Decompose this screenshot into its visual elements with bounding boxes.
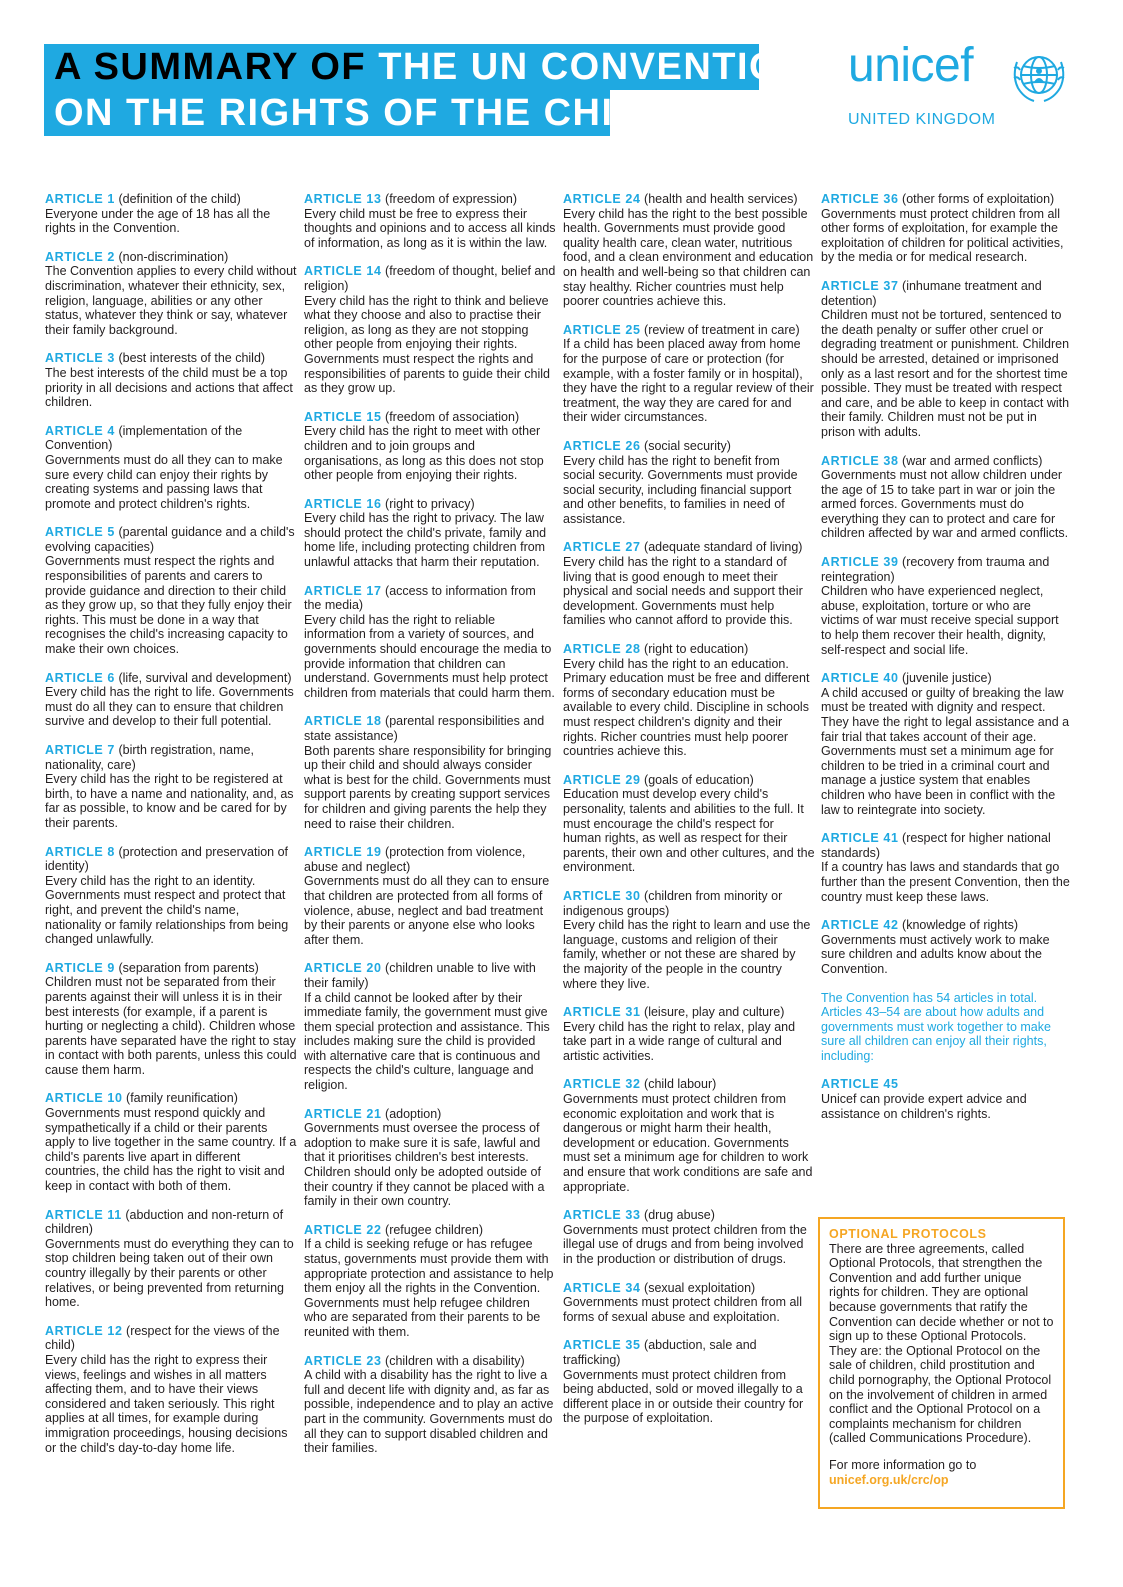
article-number: ARTICLE 39	[821, 555, 899, 570]
article-body: Governments must actively work to make sure children and adults know about the Convention.	[821, 932, 1050, 976]
article-heading	[563, 192, 815, 207]
title-black-part: A SUMMARY OF	[54, 46, 367, 88]
article-subtitle: (right to education)	[644, 642, 749, 657]
article-item	[821, 279, 1071, 440]
article-heading	[821, 1077, 1071, 1092]
article-number: ARTICLE 3	[45, 351, 115, 366]
article-body: Unicef can provide expert advice and assistance on children's rights.	[821, 1092, 1027, 1121]
article-body: A child accused or guilty of breaking the law must be treated with dignity and respect. They have the right to legal assistance and a fair trial that takes account of their age. Governments must set a minimum age for children to be tried in a criminal court and manage a justice system that enables children who have been in conflict with the law to reintegrate into society.	[821, 685, 1070, 817]
article-number: ARTICLE 14	[304, 264, 382, 279]
article-subtitle: (life, survival and development)	[118, 670, 292, 685]
article-item	[45, 671, 297, 729]
article-item	[304, 497, 556, 570]
unicef-emblem-icon	[1008, 44, 1070, 106]
article-item	[563, 1005, 815, 1063]
article-subtitle: (best interests of the child)	[118, 351, 266, 366]
article-number: ARTICLE 4	[45, 423, 115, 438]
article-item	[563, 773, 815, 875]
article-heading	[304, 192, 556, 207]
article-subtitle: (right to privacy)	[385, 496, 475, 511]
article-subtitle: (parental guidance and a child's evolving capacities)	[45, 525, 295, 554]
article-body: Governments must protect children from all forms of sexual abuse and exploitation.	[563, 1295, 802, 1324]
article-heading	[821, 555, 1071, 584]
article-number: ARTICLE 7	[45, 743, 115, 757]
article-subtitle: (respect for the views of the child)	[45, 1323, 280, 1353]
article-body: Governments must protect children from all other forms of exploitation, for example the exploitation of children for political activities, by the media or for medical research.	[821, 206, 1064, 265]
article-number: ARTICLE 24	[563, 192, 641, 206]
article-item	[304, 845, 556, 947]
article-item	[45, 351, 297, 409]
article-subtitle: (juvenile justice)	[902, 671, 992, 686]
article-item	[563, 1281, 815, 1325]
article-heading	[304, 1354, 556, 1369]
optional-protocols-box	[818, 1217, 1065, 1509]
article-subtitle: (adoption)	[385, 1106, 442, 1121]
article-item	[563, 192, 815, 309]
article-item	[45, 525, 297, 656]
article-subtitle: (knowledge of rights)	[902, 918, 1019, 933]
article-number: ARTICLE 21	[304, 1106, 382, 1121]
article-item	[563, 439, 815, 527]
article-heading	[45, 743, 297, 772]
article-item	[304, 1354, 556, 1456]
article-item	[304, 192, 556, 250]
article-item	[821, 555, 1071, 657]
article-number: ARTICLE 38	[821, 453, 899, 468]
article-number: ARTICLE 23	[304, 1353, 382, 1368]
article-body: Every child has the right to privacy. The law should protect the child's private, family and home life, including protecting children from unlawful attacks that harm their reputation.	[304, 511, 547, 570]
article-subtitle: (freedom of expression)	[385, 192, 518, 206]
article-heading	[563, 1281, 815, 1296]
article-number: ARTICLE 22	[304, 1222, 382, 1237]
article-number: ARTICLE 30	[563, 888, 641, 903]
article-subtitle: (freedom of association)	[385, 409, 520, 424]
article-subtitle: (implementation of the Convention)	[45, 423, 243, 453]
article-number: ARTICLE 15	[304, 409, 382, 424]
article-number: ARTICLE 5	[45, 525, 115, 540]
article-body: Every child has the right to reliable information from a variety of sources, and governments should encourage the media to provide information that children can understand. Governments must help protect children from materials that could harm them.	[304, 612, 555, 700]
article-subtitle: (children from minority or indigenous groups)	[563, 888, 783, 918]
article-number: ARTICLE 26	[563, 438, 641, 453]
article-item	[45, 1091, 297, 1193]
article-item	[821, 918, 1071, 976]
article-body: Governments must do all they can to ensure that children are protected from all forms of violence, abuse, neglect and bad treatment by their parents or anyone else who looks after them.	[304, 874, 550, 947]
article-heading	[821, 918, 1071, 933]
articles-column-1	[45, 192, 297, 1469]
article-subtitle: (review of treatment in care)	[644, 322, 800, 337]
article-item	[563, 323, 815, 425]
article-item	[45, 1324, 297, 1455]
article-body: Children must not be tortured, sentenced to the death penalty or suffer other cruel or degrading treatment or punishment. Children should be arrested, detained or imprisoned only as a last resort and for the shortest time possible. They must be treated with respect and care, and be able to keep in contact with their family. Children must not be put in prison with adults.	[821, 308, 1070, 439]
article-heading	[45, 1324, 297, 1353]
article-heading	[563, 1077, 815, 1092]
article-body: Every child has the right to an education. Primary education must be free and different forms of secondary education must be available to every child. Discipline in schools must respect children's dignity and their rights. Richer countries must help poorer countries achieve this.	[563, 656, 810, 759]
articles-column-4	[821, 192, 1071, 1135]
article-subtitle: (abduction, sale and trafficking)	[563, 1338, 757, 1367]
article-heading	[45, 845, 297, 874]
article-body: Every child has the right to be registered at birth, to have a name and nationality, and, as far as possible, to know and be cared for by their parents.	[45, 772, 294, 830]
article-item	[821, 454, 1071, 542]
article-heading	[304, 410, 556, 425]
article-item	[45, 250, 297, 338]
article-heading	[563, 323, 815, 338]
logo-country: UNITED KINGDOM	[848, 111, 996, 128]
article-number: ARTICLE 6	[45, 670, 115, 685]
article-heading	[304, 845, 556, 874]
article-item	[45, 845, 297, 947]
article-heading	[45, 192, 297, 207]
article-subtitle: (protection from violence, abuse and neglect)	[304, 845, 526, 874]
article-body: If a child cannot be looked after by their immediate family, the government must give them special protection and assistance. This includes making sure the child is provided with alternative care that is continuous and respects the child's culture, language and religion.	[304, 990, 550, 1093]
article-heading	[821, 192, 1071, 207]
article-subtitle: (goals of education)	[644, 772, 754, 787]
article-heading	[563, 889, 815, 918]
title-line-2: ON THE RIGHTS OF THE CHILD	[44, 90, 610, 136]
article-heading	[821, 831, 1071, 860]
article-body: Every child has the right to think and believe what they choose and also to practise their religion, as long as they are not stopping other people from enjoying their rights. Governments must respect the rights and responsibilities of parents to guide their child as they grow up.	[304, 293, 550, 396]
article-body: A child with a disability has the right to live a full and decent life with dignity and, as far as possible, independence and to play an active part in the community. Governments must do all they can to support disabled children and their families.	[304, 1368, 554, 1456]
article-body: The best interests of the child must be a top priority in all decisions and actions that affect children.	[45, 365, 293, 410]
article-number: ARTICLE 8	[45, 844, 115, 859]
article-subtitle: (children with a disability)	[385, 1353, 525, 1368]
article-item	[45, 1208, 297, 1310]
article-body: Every child has the right to meet with other children and to join groups and organisations, as long as this does not stop other people from enjoying their rights.	[304, 424, 544, 483]
article-subtitle: (recovery from trauma and reintegration)	[821, 555, 1050, 584]
article-item	[304, 1107, 556, 1209]
article-item	[821, 671, 1071, 817]
unicef-logo	[848, 38, 1078, 134]
article-subtitle: (other forms of exploitation)	[902, 192, 1055, 206]
article-subtitle: (protection and preservation of identity)	[45, 844, 289, 874]
article-heading	[45, 351, 297, 366]
article-heading	[563, 642, 815, 657]
article-body: Every child has the right to benefit from social security. Governments must provide social security, including financial support and other benefits, to families in need of assistance.	[563, 453, 798, 526]
article-number: ARTICLE 29	[563, 772, 641, 787]
article-item	[563, 540, 815, 628]
article-body: Children who have experienced neglect, abuse, exploitation, torture or who are victims of war must receive special support to help them recover their health, dignity, self-respect and social life.	[821, 584, 1059, 657]
article-body: Every child has the right to relax, play and take part in a wide range of cultural and artistic activities.	[563, 1019, 796, 1063]
article-body: Both parents share responsibility for bringing up their child and should always consider what is best for the child. Governments must support parents by creating support services for children and giving parents the help they need to raise their children.	[304, 743, 552, 831]
article-subtitle: (leisure, play and culture)	[644, 1005, 785, 1020]
article-subtitle: (definition of the child)	[118, 192, 241, 206]
article-number: ARTICLE 32	[563, 1077, 641, 1092]
page-title	[44, 44, 810, 136]
article-number: ARTICLE 16	[304, 496, 382, 511]
article-body: The Convention applies to every child without discrimination, whatever their ethnicity, sex, religion, language, abilities or any other status, whatever they think or say, whatever their family background.	[45, 264, 297, 337]
article-number: ARTICLE 45	[821, 1077, 899, 1092]
article-heading	[304, 714, 556, 743]
article-number: ARTICLE 36	[821, 192, 899, 206]
article-number: ARTICLE 41	[821, 831, 899, 846]
article-body: If a child is seeking refuge or has refugee status, governments must provide them with appropriate protection and assistance to help them enjoy all the rights in the Convention. Governments must help refugee children who are separated from their parents to be reunited with them.	[304, 1237, 554, 1339]
article-item	[304, 961, 556, 1092]
article-item	[304, 264, 556, 395]
article-number: ARTICLE 17	[304, 583, 382, 598]
article-number: ARTICLE 27	[563, 540, 641, 555]
article-number: ARTICLE 25	[563, 322, 641, 337]
article-heading	[821, 279, 1071, 308]
article-number: ARTICLE 20	[304, 961, 382, 976]
convention-note: The Convention has 54 articles in total. Articles 43–54 are about how adults and governments must work together to make sure all children can enjoy all their rights, including:	[821, 990, 1051, 1063]
article-subtitle: (abduction and non-return of children)	[45, 1207, 284, 1237]
article-heading	[563, 773, 815, 788]
article-body: Children must not be separated from their parents against their will unless it is in their best interests (for example, if a parent is hurting or neglecting a child). Children whose parents have separated have the right to stay in contact with both parents, unless this could cause them harm.	[45, 975, 297, 1077]
articles-column-2	[304, 192, 556, 1470]
article-subtitle: (war and armed conflicts)	[902, 453, 1043, 468]
article-number: ARTICLE 12	[45, 1323, 123, 1338]
article-heading	[563, 1338, 815, 1367]
articles-column-3	[563, 192, 815, 1440]
article-heading	[45, 424, 297, 453]
article-number: ARTICLE 31	[563, 1005, 641, 1020]
article-number: ARTICLE 34	[563, 1280, 641, 1295]
more-info-text: For more information go to	[829, 1457, 977, 1472]
article-body: Everyone under the age of 18 has all the rights in the Convention.	[45, 206, 271, 236]
article-body: Governments must not allow children under the age of 15 to take part in war or join the armed forces. Governments must do everything they can to protect and care for children affected by war and armed conflicts.	[821, 468, 1069, 541]
title-blue-part: THE UN CONVENTION	[366, 46, 810, 88]
article-heading	[821, 671, 1071, 686]
article-number: ARTICLE 10	[45, 1091, 123, 1106]
article-item	[563, 1077, 815, 1194]
article-number: ARTICLE 2	[45, 249, 115, 264]
article-subtitle: (health and health services)	[644, 192, 798, 206]
article-item	[563, 1208, 815, 1266]
article-heading	[45, 525, 297, 554]
article-subtitle: (access to information from the media)	[304, 583, 536, 613]
article-subtitle: (inhumane treatment and detention)	[821, 278, 1042, 308]
article-body: Governments must protect children from being abducted, sold or moved illegally to a different place in or outside their country for the purpose of exploitation.	[563, 1367, 804, 1426]
article-body: Every child has the right to life. Governments must do all they can to ensure that children survive and develop to their full potential.	[45, 685, 294, 729]
article-item	[821, 831, 1071, 904]
article-subtitle: (birth registration, name, nationality, care)	[45, 743, 254, 772]
more-info-link[interactable]: unicef.org.uk/crc/op	[829, 1472, 949, 1487]
article-heading	[563, 439, 815, 454]
article-item	[563, 642, 815, 759]
article-body: Every child has the right to a standard of living that is good enough to meet their physical and social needs and support their development. Governments must help families who cannot afford to provide this.	[563, 555, 803, 628]
optional-protocols-body: There are three agreements, called Optional Protocols, that strengthen the Convention and add further unique rights for children. They are optional because governments that ratify the Convention can decide whether or not to sign up to these Optional Protocols. They are: the Optional Protocol on the sale of children, child prostitution and child pornography, the Optional Protocol on the involvement of children in armed conflict and the Optional Protocol on a complaints mechanism for children (called Communications Procedure).	[829, 1241, 1054, 1446]
article-body: Education must develop every child's personality, talents and abilities to the full. It must encourage the child's respect for human rights, as well as respect for their parents, their own and other cultures, and the environment.	[563, 787, 815, 875]
article-heading	[45, 671, 297, 686]
article-item	[45, 192, 297, 236]
article-subtitle: (family reunification)	[126, 1091, 238, 1106]
article-body: If a country has laws and standards that go further than the present Convention, then the country must keep these laws.	[821, 860, 1070, 904]
article-heading	[45, 250, 297, 265]
article-heading	[45, 961, 297, 976]
article-item	[45, 743, 297, 831]
article-heading	[304, 497, 556, 512]
article-heading	[304, 264, 556, 293]
title-line-1	[44, 44, 810, 90]
article-number: ARTICLE 37	[821, 278, 899, 293]
article-subtitle: (freedom of thought, belief and religion)	[304, 264, 556, 293]
article-heading	[563, 1208, 815, 1223]
article-subtitle: (social security)	[644, 438, 731, 453]
article-number: ARTICLE 40	[821, 671, 899, 686]
article-item	[304, 584, 556, 701]
article-number: ARTICLE 35	[563, 1338, 641, 1353]
article-heading	[45, 1208, 297, 1237]
logo-wordmark: unicef	[848, 39, 974, 92]
article-body: Every child has the right to an identity. Governments must respect and protect that right, and prevent the child's name, nationality or family relationships from being changed unlawfully.	[45, 873, 289, 947]
article-item	[563, 889, 815, 991]
article-heading	[304, 1107, 556, 1122]
article-number: ARTICLE 33	[563, 1208, 641, 1223]
article-subtitle: (adequate standard of living)	[644, 540, 803, 555]
article-number: ARTICLE 1	[45, 192, 115, 206]
article-item	[45, 961, 297, 1078]
article-number: ARTICLE 18	[304, 714, 382, 729]
article-body: Governments must respect the rights and responsibilities of parents and carers to provide guidance and direction to their child as they grow up, so that they fully enjoy their rights. This must be done in a way that recognises the child's increasing capacity to make their own choices.	[45, 554, 292, 657]
article-subtitle: (parental responsibilities and state assistance)	[304, 714, 545, 743]
article-item	[304, 410, 556, 483]
article-body: Every child has the right to learn and use the language, customs and religion of their family, whether or not these are shared by the majority of the people in the country where they live.	[563, 918, 811, 991]
article-item	[304, 714, 556, 831]
article-number: ARTICLE 19	[304, 845, 382, 860]
article-item	[821, 192, 1071, 265]
article-number: ARTICLE 42	[821, 918, 899, 933]
article-subtitle: (refugee children)	[385, 1222, 483, 1237]
article-heading	[304, 584, 556, 613]
article-subtitle: (drug abuse)	[644, 1208, 715, 1223]
article-body: Governments must oversee the process of adoption to make sure it is safe, lawful and that it prioritises children's best interests. Children should only be adopted outside of their country if they cannot be placed with a family in their own country.	[304, 1121, 545, 1209]
article-subtitle: (sexual exploitation)	[644, 1280, 756, 1295]
article-heading	[563, 540, 815, 555]
optional-protocols-title: OPTIONAL PROTOCOLS	[829, 1227, 987, 1241]
article-item	[563, 1338, 815, 1426]
article-subtitle: (separation from parents)	[118, 960, 259, 975]
article-heading	[563, 1005, 815, 1020]
article-number: ARTICLE 13	[304, 192, 382, 206]
articles-list	[821, 192, 1071, 977]
article-body: If a child has been placed away from home for the purpose of care or protection (for example, with a foster family or in hospital), they have the right to a regular review of their treatment, the way they are cared for and their wider circumstances.	[563, 337, 814, 425]
article-body: Governments must respond quickly and sympathetically if a child or their parents apply to live together in the same country. If a child's parents live apart in different countries, the child has the right to visit and keep in contact with both of them.	[45, 1106, 297, 1194]
article-number: ARTICLE 28	[563, 642, 641, 657]
article-body: Every child must be free to express their thoughts and opinions and to access all kinds of information, as long as it is within the law.	[304, 206, 556, 250]
article-subtitle: (children unable to live with their family)	[304, 961, 536, 990]
article-body: Every child has the right to express their views, feelings and wishes in all matters affecting them, and to have their views considered and taken seriously. This right applies at all times, for example during immigration proceedings, housing decisions or the child's day-to-day home life.	[45, 1352, 288, 1455]
article-heading	[304, 961, 556, 990]
article-45	[821, 1077, 1071, 1121]
article-item	[45, 424, 297, 512]
article-subtitle: (non-discrimination)	[118, 249, 229, 264]
article-subtitle: (child labour)	[644, 1077, 717, 1092]
article-body: Governments must protect children from economic exploitation and work that is dangerous or might harm their health, development or education. Governments must set a minimum age for children to work and ensure that work conditions are safe and appropriate.	[563, 1092, 813, 1194]
article-number: ARTICLE 9	[45, 960, 115, 975]
article-subtitle: (respect for higher national standards)	[821, 831, 1051, 860]
article-number: ARTICLE 11	[45, 1207, 122, 1222]
article-body: Governments must protect children from the illegal use of drugs and from being involved in the production or distribution of drugs.	[563, 1222, 807, 1266]
article-heading	[821, 454, 1071, 469]
article-body: Every child has the right to the best possible health. Governments must provide good quality health care, clean water, nutritious food, and a clean environment and education on health and well-being so that children can stay healthy. Richer countries must help poorer countries achieve this.	[563, 206, 814, 309]
article-body: Governments must do all they can to make sure every child can enjoy their rights by creating systems and passing laws that promote and protect children's rights.	[45, 452, 283, 511]
article-body: Governments must do everything they can to stop children being taken out of their own country illegally by their parents or other relatives, or being prevented from returning home.	[45, 1236, 294, 1310]
article-heading	[304, 1223, 556, 1238]
article-heading	[45, 1091, 297, 1106]
article-item	[304, 1223, 556, 1340]
